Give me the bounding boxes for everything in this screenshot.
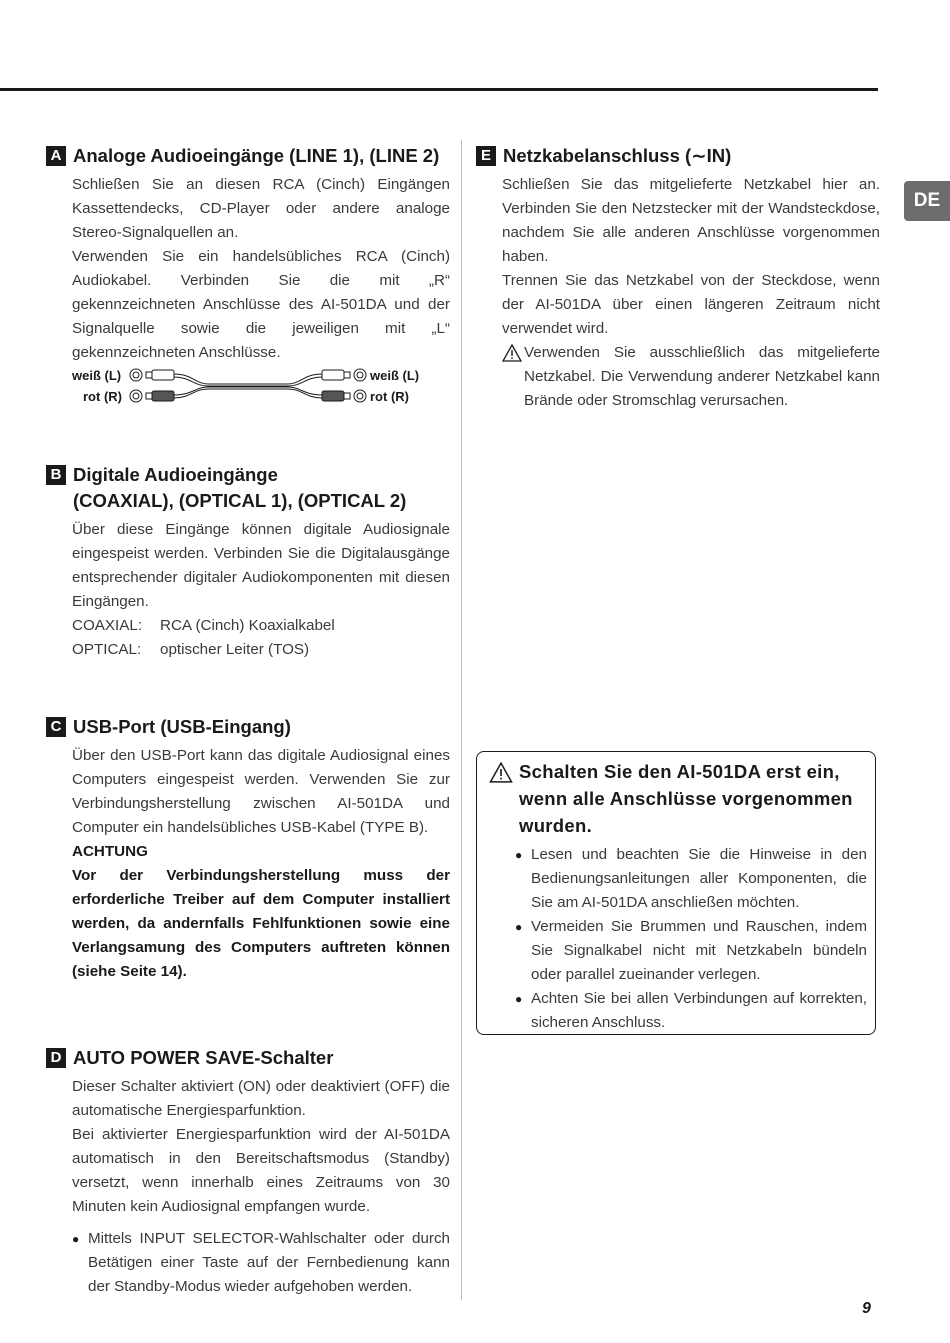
list-item (515, 915, 867, 987)
section-d-heading (46, 1045, 450, 1071)
cable-label-right-red: rot (R) (370, 389, 409, 404)
achtung-body: Vor der Verbindungsherstellung muss der erforderliche Treiber auf dem Computer installiert werden, da andernfalls Fehlfunktionen sowie eine Verlangsamung des Computers auftreten können (siehe Seite 14). (72, 867, 450, 980)
definition-desc: optischer Leiter (TOS) (160, 641, 310, 658)
rca-cable-illustration (70, 362, 450, 412)
section-b-paragraph-1: Über diese Eingänge können digitale Audiosignale eingespeist werden. Verbinden Sie die Digitalausgänge entsprechender digitaler Audiokomponenten mit diesen Eingängen. (72, 521, 450, 610)
section-b-title-line1: Digitale Audioeingänge (73, 464, 278, 485)
warning-line (502, 341, 880, 413)
notice-item: Lesen und beachten Sie die Hinweise in den Bedienungsanleitungen aller Komponenten, die Sie am AI-501DA anschließen möchten. (531, 846, 867, 911)
section-d (46, 1045, 450, 1299)
cable-label-right-white: weiß (L) (370, 368, 420, 383)
section-a (46, 143, 450, 365)
section-e (476, 143, 880, 413)
section-letter-a: A (46, 146, 66, 166)
list-item (515, 987, 867, 1035)
bullet-icon: ● (515, 848, 523, 862)
definition-desc: RCA (Cinch) Koaxialkabel (160, 617, 335, 634)
warning-triangle-icon (502, 344, 524, 370)
section-a-paragraph-1: Schließen Sie an diesen RCA (Cinch) Eingängen Kassettendecks, CD-Player oder andere analoge Stereo-Signalquellen an. (72, 176, 450, 241)
notice-box (476, 751, 876, 1035)
notice-title: Schalten Sie den AI-501DA erst ein, wenn alle Anschlüsse vorgenommen wurden. (519, 761, 853, 836)
definition-row (72, 614, 450, 638)
notice-heading (489, 758, 867, 839)
bullet-icon: ● (72, 1232, 80, 1246)
section-d-bullet: Mittels INPUT SELECTOR-Wahlschalter oder durch Betätigen einer Taste auf der Fernbedienung kann der Standby-Modus wieder aufgehoben werden. (88, 1230, 450, 1295)
definition-row (72, 638, 450, 662)
warning-triangle-icon (489, 762, 519, 790)
top-rule (0, 88, 878, 91)
section-c-heading (46, 714, 450, 740)
section-letter-c: C (46, 717, 66, 737)
section-d-paragraph-1: Dieser Schalter aktiviert (ON) oder deaktiviert (OFF) die automatische Energiesparfunktion. (72, 1078, 450, 1119)
section-c-paragraph-1: Über den USB-Port kann das digitale Audiosignal eines Computers eingespeist werden. Verwenden Sie zur Verbindungsherstellung zwischen AI-501DA und Computer ein handelsübliches USB-Kabel (TYPE B). (72, 747, 450, 836)
bullet-icon: ● (515, 992, 523, 1006)
column-divider (461, 140, 462, 1300)
definition-term: COAXIAL: (72, 617, 143, 634)
section-a-heading (46, 143, 450, 169)
section-a-paragraph-2: Verwenden Sie ein handelsübliches RCA (Cinch) Audiokabel. Verbinden Sie die mit „R“ gekennzeichneten Anschlüsse des AI-501DA und der Signalquelle sowie die jeweiligen mit „L“ gekennzeichneten Anschlüsse. (72, 248, 450, 361)
list-item (515, 843, 867, 915)
section-e-paragraph-1: Schließen Sie das mitgelieferte Netzkabel hier an. Verbinden Sie den Netzstecker mit der Wandsteckdose, nachdem Sie alle anderen Anschlüsse vorgenommen haben. (502, 176, 880, 265)
section-a-title: Analoge Audioeingänge (LINE 1), (LINE 2) (73, 145, 440, 166)
section-e-heading (476, 143, 880, 169)
section-c (46, 714, 450, 984)
section-e-warning: Verwenden Sie ausschließlich das mitgelieferte Netzkabel. Die Verwendung anderer Netzkabel kann Brände oder Stromschlag verursachen. (524, 344, 880, 409)
bullet-icon: ● (515, 920, 523, 934)
section-letter-e: E (476, 146, 496, 166)
page-number: 9 (862, 1300, 871, 1317)
section-d-paragraph-2: Bei aktivierter Energiesparfunktion wird der AI-501DA automatisch in den Bereitschaftsmodus (Standby) versetzt, wenn innerhalb eines Zeitraums von 30 Minuten kein Audiosignal empfangen wurde. (72, 1126, 450, 1215)
cable-label-left-red: rot (R) (83, 389, 122, 404)
notice-item: Vermeiden Sie Brummen und Rauschen, indem Sie Signalkabel nicht mit Netzkabeln bündeln oder parallel zueinander verlegen. (531, 918, 867, 983)
section-letter-b: B (46, 465, 66, 485)
notice-item: Achten Sie bei allen Verbindungen auf korrekten, sicheren Anschluss. (531, 990, 867, 1031)
section-d-title: AUTO POWER SAVE-Schalter (73, 1047, 334, 1068)
rca-cable-icon (126, 362, 370, 412)
section-e-paragraph-2: Trennen Sie das Netzkabel von der Steckdose, wenn der AI-501DA über einen längeren Zeitraum nicht verwendet wird. (502, 272, 880, 337)
achtung-title: ACHTUNG (72, 843, 148, 860)
section-e-title: Netzkabelanschluss (∼IN) (503, 145, 732, 166)
section-letter-d: D (46, 1048, 66, 1068)
definition-term: OPTICAL: (72, 641, 142, 658)
language-tab: DE (904, 181, 950, 221)
section-c-title: USB-Port (USB-Eingang) (73, 716, 291, 737)
list-item (72, 1227, 450, 1299)
cable-label-left-white: weiß (L) (72, 368, 122, 383)
section-b-heading (46, 462, 450, 514)
section-b-title-line2: (COAXIAL), (OPTICAL 1), (OPTICAL 2) (73, 490, 407, 511)
section-b (46, 462, 450, 662)
